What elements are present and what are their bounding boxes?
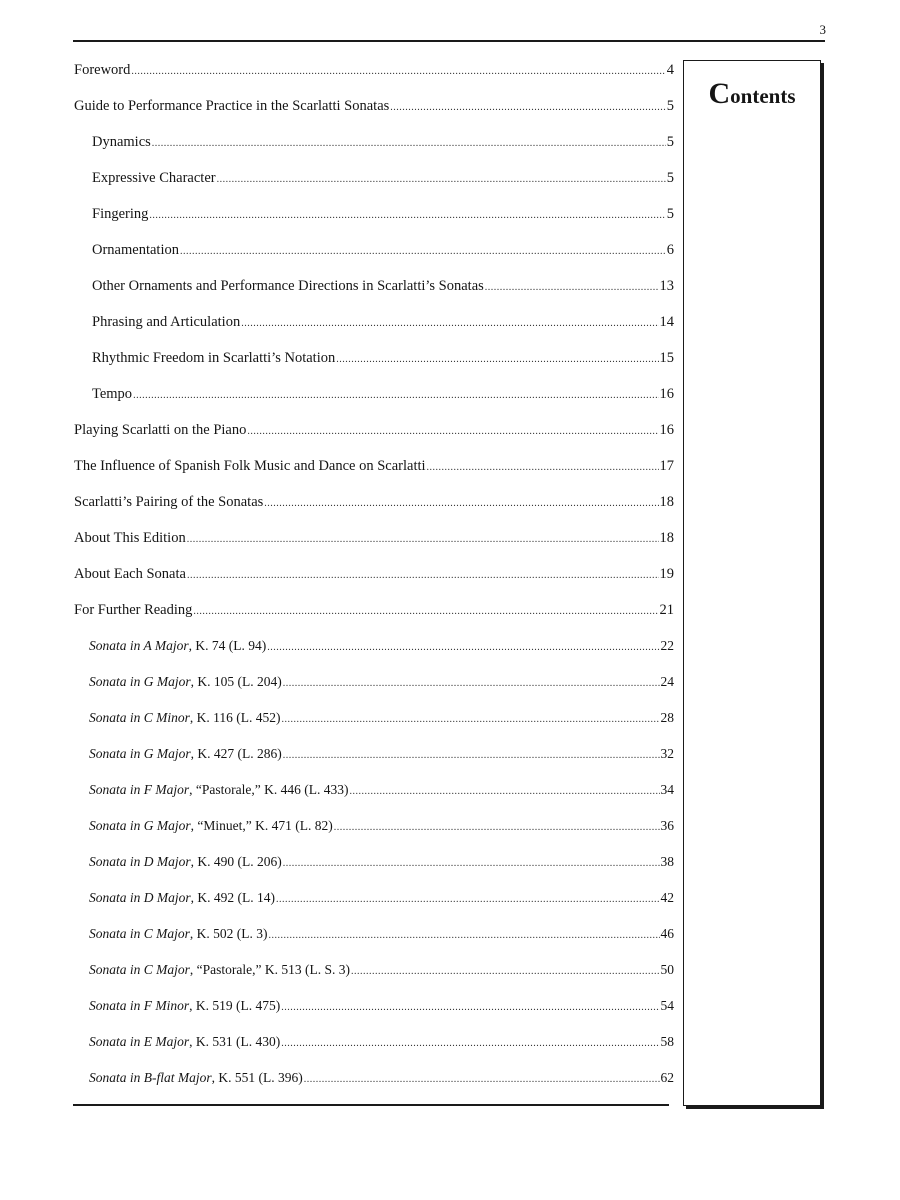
- toc-entry-title-italic: Sonata in G Major: [89, 818, 191, 833]
- toc-entry-page: 34: [660, 782, 674, 797]
- toc-entry[interactable]: [74, 1024, 674, 1060]
- toc-entry-title-text: Other Ornaments and Performance Directions in Scarlatti’s Sonatas: [92, 278, 484, 294]
- dot-leader: [267, 630, 659, 666]
- toc-entry-page: 24: [660, 674, 674, 689]
- toc-entry-title: [89, 916, 268, 952]
- toc-entry-page: 50: [660, 962, 674, 977]
- toc-entry-page: 16: [659, 422, 674, 438]
- toc-entry-title-italic: Sonata in F Minor: [89, 998, 190, 1013]
- toc-entry-title-italic: Sonata in C Major: [89, 962, 190, 977]
- toc-entry[interactable]: [74, 736, 674, 772]
- toc-entry-title-text: , “Pastorale,” K. 513 (L. S. 3): [189, 962, 350, 977]
- dot-leader: [390, 90, 665, 126]
- toc-entry[interactable]: [74, 1060, 674, 1096]
- toc-entry[interactable]: [74, 268, 674, 304]
- toc-entry-title: [89, 700, 281, 736]
- toc-entry[interactable]: [74, 664, 674, 700]
- toc-entry-page: 4: [666, 62, 674, 78]
- toc-entry-title-text: , “Minuet,” K. 471 (L. 82): [190, 818, 333, 833]
- toc-entry-page: 54: [660, 998, 674, 1013]
- toc-entry-page: 36: [660, 818, 674, 833]
- dot-leader: [193, 594, 658, 630]
- toc-entry-title-italic: Sonata in G Major: [89, 674, 191, 689]
- toc-entry-title-text: , K. 116 (L. 452): [189, 710, 281, 725]
- toc-entry-page: 32: [660, 746, 674, 761]
- toc-entry-title: [92, 304, 240, 340]
- toc-entry-title: [92, 268, 484, 304]
- contents-heading-initial: C: [708, 77, 731, 110]
- toc-entry-title: [74, 592, 192, 628]
- toc-entry-title-italic: Sonata in B-flat Major: [89, 1070, 212, 1085]
- toc-entry-title: [92, 160, 216, 196]
- toc-entry-page: 5: [666, 170, 674, 186]
- toc-entry-page: 46: [660, 926, 674, 941]
- dot-leader: [187, 558, 659, 594]
- toc-entry-title: [74, 88, 389, 124]
- toc-entry-title: [74, 52, 130, 88]
- dot-leader: [217, 162, 666, 198]
- toc-entry-title: [92, 340, 335, 376]
- dot-leader: [304, 1062, 660, 1098]
- page-number: 3: [819, 22, 826, 37]
- dot-leader: [427, 450, 659, 486]
- dot-leader: [264, 486, 658, 522]
- dot-leader: [276, 882, 659, 918]
- toc-entry-page: 5: [666, 98, 674, 114]
- contents-heading: [684, 77, 820, 111]
- toc-entry-title-text: Rhythmic Freedom in Scarlatti’s Notation: [92, 350, 336, 366]
- toc-entry-title-text: Phrasing and Articulation: [92, 314, 241, 330]
- toc-entry-title-italic: Sonata in F Major: [89, 782, 190, 797]
- dot-leader: [187, 522, 659, 558]
- toc-entry[interactable]: [74, 592, 674, 628]
- toc-entry-title-text: About Each Sonata: [74, 566, 186, 582]
- toc-entry-title: [89, 664, 282, 700]
- toc-entry-title-text: Expressive Character: [92, 170, 216, 186]
- contents-sidebar: [683, 60, 821, 1106]
- toc-entry-title: [74, 484, 263, 520]
- toc-entry-page: 58: [660, 1034, 674, 1049]
- toc-entry-page: 28: [660, 710, 674, 725]
- toc-entry[interactable]: [74, 448, 674, 484]
- dot-leader: [241, 306, 658, 342]
- toc-entry-title: [89, 772, 348, 808]
- toc-entry[interactable]: [74, 700, 674, 736]
- top-rule: [73, 40, 825, 42]
- toc-entry-title: [92, 232, 179, 268]
- toc-entry-page: 5: [666, 134, 674, 150]
- toc-entry[interactable]: [74, 628, 674, 664]
- toc-entry-title-text: About This Edition: [74, 530, 186, 546]
- toc-entry-page: 5: [666, 206, 674, 222]
- toc-entry[interactable]: [74, 304, 674, 340]
- toc-entry[interactable]: [74, 844, 674, 880]
- toc-entry-title-italic: Sonata in G Major: [89, 746, 191, 761]
- dot-leader: [334, 810, 660, 846]
- toc-entry[interactable]: [74, 340, 674, 376]
- dot-leader: [281, 990, 659, 1026]
- toc-entry[interactable]: [74, 916, 674, 952]
- toc-entry-title-text: , K. 427 (L. 286): [190, 746, 282, 761]
- toc-entry-title: [89, 952, 350, 988]
- toc-entry-title: [89, 1024, 280, 1060]
- contents-heading-rest: ontents: [730, 84, 796, 108]
- dot-leader: [349, 774, 659, 810]
- toc-entry[interactable]: [74, 520, 674, 556]
- toc-entry-page: 14: [659, 314, 674, 330]
- dot-leader: [485, 270, 659, 306]
- toc-entry-title-text: Playing Scarlatti on the Piano: [74, 422, 247, 438]
- toc-entry-title-text: Tempo: [92, 386, 133, 402]
- toc-entry-title: [74, 520, 186, 556]
- toc-entry-title-italic: Sonata in D Major: [89, 854, 191, 869]
- toc-entry[interactable]: [74, 952, 674, 988]
- dot-leader: [283, 846, 660, 882]
- toc-entry-page: 6: [666, 242, 674, 258]
- toc-entry-title: [89, 988, 280, 1024]
- dot-leader: [282, 702, 660, 738]
- toc-entry-title-italic: Sonata in E Major: [89, 1034, 190, 1049]
- dot-leader: [283, 666, 660, 702]
- toc-entry[interactable]: [74, 556, 674, 592]
- toc-entry-title-text: , K. 531 (L. 430): [189, 1034, 281, 1049]
- toc-entry-title: [92, 376, 132, 412]
- toc-entry-title-text: Foreword: [74, 62, 131, 78]
- toc-entry-title-italic: Sonata in A Major: [89, 638, 189, 653]
- toc-entry-page: 21: [659, 602, 674, 618]
- toc-entry[interactable]: [74, 412, 674, 448]
- toc-entry-title: [74, 412, 246, 448]
- dot-leader: [149, 198, 665, 234]
- toc-entry[interactable]: [74, 880, 674, 916]
- dot-leader: [281, 1026, 659, 1062]
- toc-entry-title-text: , K. 551 (L. 396): [211, 1070, 303, 1085]
- toc-entry-page: 16: [659, 386, 674, 402]
- toc-entry-title: [89, 808, 333, 844]
- toc-entry-title-text: , K. 490 (L. 206): [190, 854, 282, 869]
- toc-entry-page: 18: [659, 494, 674, 510]
- toc-entry-title-text: Guide to Performance Practice in the Scarlatti Sonatas: [74, 98, 390, 114]
- toc-entry[interactable]: [74, 988, 674, 1024]
- toc-entry-page: 17: [659, 458, 674, 474]
- toc-entry-title: [74, 556, 186, 592]
- toc-entry-title: [89, 628, 266, 664]
- toc-entry-page: 42: [660, 890, 674, 905]
- toc-entry-title-text: , K. 492 (L. 14): [190, 890, 276, 905]
- toc-entry-title: [89, 1060, 303, 1096]
- toc-entry-page: 15: [659, 350, 674, 366]
- toc-entry-title-text: , “Pastorale,” K. 446 (L. 433): [189, 782, 349, 797]
- toc-entry-page: 18: [659, 530, 674, 546]
- toc-entry-title: [92, 124, 151, 160]
- toc-entry[interactable]: [74, 232, 674, 268]
- toc-entry-page: 62: [660, 1070, 674, 1085]
- toc-entry-page: 19: [659, 566, 674, 582]
- toc-entry-title-text: The Influence of Spanish Folk Music and Dance on Scarlatti: [74, 458, 426, 474]
- dot-leader: [269, 918, 660, 954]
- dot-leader: [152, 126, 666, 162]
- toc-entry-title-text: , K. 519 (L. 475): [189, 998, 281, 1013]
- toc-entry[interactable]: [74, 124, 674, 160]
- toc-entry-page: 13: [659, 278, 674, 294]
- dot-leader: [336, 342, 658, 378]
- toc-entry-title: [89, 736, 282, 772]
- toc-entry[interactable]: [74, 88, 674, 124]
- toc-entry-page: 22: [660, 638, 674, 653]
- toc-entry-title-text: , K. 74 (L. 94): [188, 638, 267, 653]
- toc-entry-title-text: Fingering: [92, 206, 149, 222]
- dot-leader: [247, 414, 658, 450]
- dot-leader: [283, 738, 660, 774]
- toc-entry-title-text: For Further Reading: [74, 602, 193, 618]
- toc-entry[interactable]: [74, 52, 674, 88]
- dot-leader: [351, 954, 660, 990]
- toc-entry[interactable]: [74, 484, 674, 520]
- bottom-rule: [73, 1104, 669, 1106]
- toc-entry-title-text: Ornamentation: [92, 242, 179, 258]
- dot-leader: [131, 54, 665, 90]
- toc-entry[interactable]: [74, 196, 674, 232]
- dot-leader: [133, 378, 658, 414]
- toc-entry-title-italic: Sonata in C Major: [89, 926, 190, 941]
- toc-entry-title-italic: Sonata in C Minor: [89, 710, 190, 725]
- toc-entry-title-text: , K. 105 (L. 204): [190, 674, 282, 689]
- toc-entry-title: [92, 196, 148, 232]
- toc-entry-title-text: Scarlatti’s Pairing of the Sonatas: [74, 494, 264, 510]
- toc-entry-title: [74, 448, 426, 484]
- toc-entry[interactable]: [74, 160, 674, 196]
- dot-leader: [180, 234, 666, 270]
- toc-entry-title: [89, 844, 282, 880]
- toc-entry[interactable]: [74, 772, 674, 808]
- toc-entry[interactable]: [74, 376, 674, 412]
- table-of-contents: [74, 52, 674, 1096]
- toc-entry-title-text: , K. 502 (L. 3): [189, 926, 268, 941]
- toc-entry-title: [89, 880, 275, 916]
- toc-entry[interactable]: [74, 808, 674, 844]
- toc-entry-page: 38: [660, 854, 674, 869]
- toc-entry-title-italic: Sonata in D Major: [89, 890, 191, 905]
- toc-entry-title-text: Dynamics: [92, 134, 151, 150]
